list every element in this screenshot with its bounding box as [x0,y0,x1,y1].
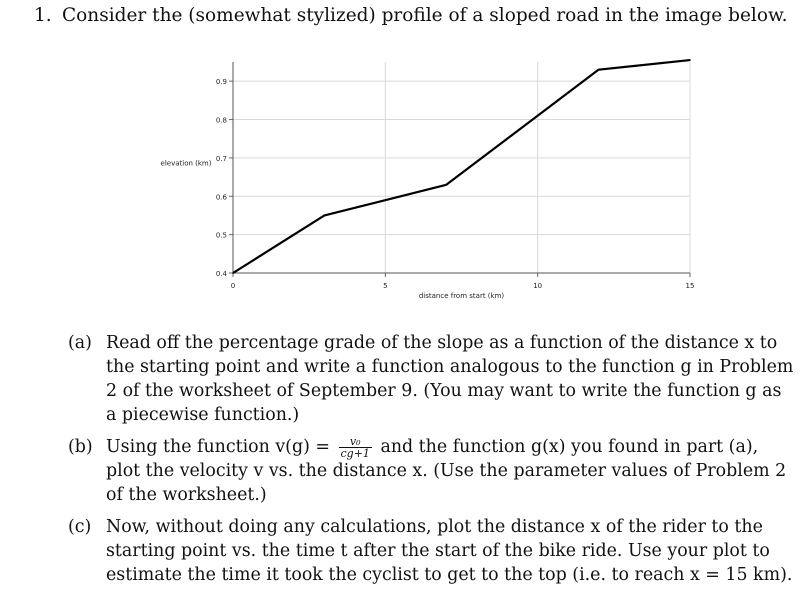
y-tick-label: 0.6 [215,193,227,202]
x-tick-label: 0 [230,282,236,290]
part-a-label: (a) [68,333,92,353]
road-profile-point [598,69,600,71]
part-c-label: (c) [68,517,92,537]
part-a-text: Read off the percentage grade of the slope as a function of the distance x to the starting point and write a function analogous to the function g in Problem 2 of the worksheet of September 9. (You may want to write the function g as a piecewise function.) [106,333,794,425]
road-profile-point [445,184,447,186]
part-b-label: (b) [68,437,93,457]
y-axis-label: elevation (km) [160,159,212,168]
x-tick-label: 10 [533,282,543,290]
part-a [68,331,796,427]
problem-heading-text: Consider the (somewhat stylized) profile of a sloped road in the image below. [62,5,788,26]
y-tick-label: 0.7 [215,154,227,163]
part-c [68,515,796,587]
fraction-numerator: v₀ [339,436,372,448]
x-tick-label: 5 [383,282,388,290]
road-profile-point [324,215,326,217]
y-tick-label: 0.4 [215,270,227,278]
x-axis-label: distance from start (km) [418,292,505,300]
problem-number: 1. [34,5,52,26]
part-b-text-before: Using the function v(g) = [106,437,330,457]
road-profile-point [232,272,234,274]
part-c-text: Now, without doing any calculations, plot the distance x of the rider to the starting point vs. the time t after the start of the bike ride. Use your plot to estimate the time it took the cyclist to get to the top (i.e. to reach x = 15 km). [106,517,793,585]
road-profile-point [689,59,691,61]
fraction-denominator: cg+1 [340,447,370,460]
y-tick-label: 0.5 [215,231,227,240]
part-b [68,435,796,507]
velocity-fraction [339,436,372,459]
x-tick-label: 15 [685,282,695,290]
road-profile-line [233,60,690,273]
y-tick-label: 0.9 [215,78,227,87]
y-tick-label: 0.8 [215,116,227,125]
part-b-text-after: and the function g(x) you found in part (a), plot the velocity v vs. the distance x. (Use the parameter values of Problem 2 of the worksheet.) [106,437,787,505]
problem-parts [68,331,796,595]
